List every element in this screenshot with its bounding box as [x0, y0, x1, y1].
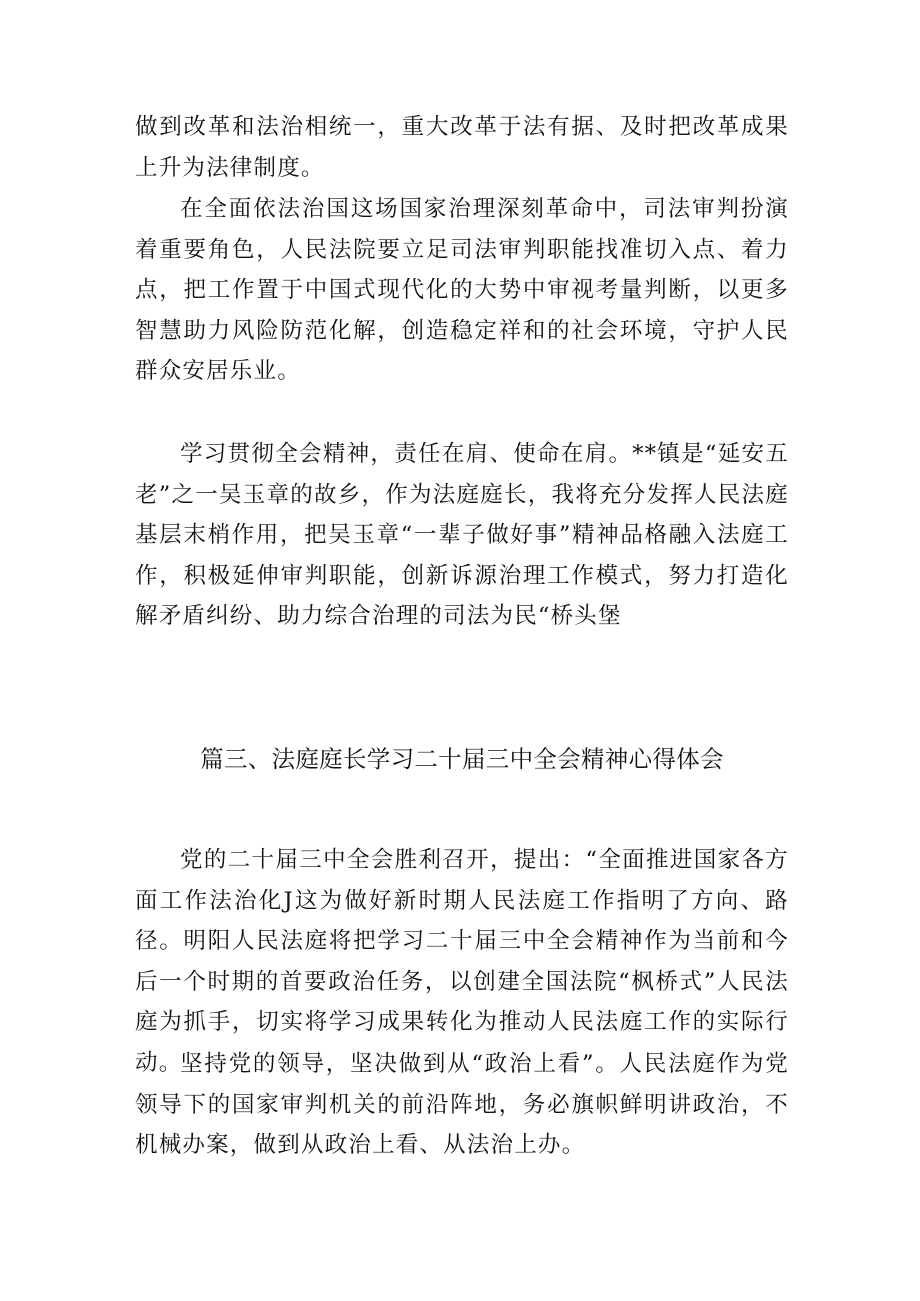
paragraph-party-leadership: 坚持党的领导，坚决做到从“政治上看”。人民法庭作为党领导下的国家审判机关的前沿阵地，务必旗帜鲜明讲政治，不机械办案，做到从政治上看、从法治上办。	[135, 1051, 789, 1158]
paragraph-plenary-session: 党的二十届三中全会胜利召开，提出：“全面推进国家各方面工作法治化J这为做好新时期人民法庭工作指明了方向、路径。明阳人民法庭将把学习二十届三中全会精神作为当前和今后一个时期的首要政治任务，以创建全国法院“枫桥式”人民法庭为抓手，切实将学习成果转化为推动人民法庭工作的实际行动。	[135, 847, 789, 1076]
paragraph-judicial-role: 在全面依法治国这场国家治理深刻革命中，司法审判扮演着重要角色，人民法院要立足司法审判职能找准切入点、着力点，把工作置于中国式现代化的大势中审视考量判断，以更多智慧助力风险防范化解，创造稳定祥和的社会环境，守护人民群众安居乐业。	[135, 196, 789, 384]
section-title: 篇三、法庭庭长学习二十届三中全会精神心得体会	[200, 745, 724, 773]
paragraph-responsibility: 学习贯彻全会精神，责任在肩、使命在肩。**镇是“延安五老”之一吴玉章的故乡，作为法庭庭长，我将充分发挥人民法庭基层末梢作用，把吴玉章“一辈子做好事”精神品格融入法庭工作，积极延伸审判职能，创新诉源治理工作模式，努力打造化解矛盾纠纷、助力综合治理的司法为民“桥头堡	[135, 441, 789, 629]
paragraph-reform-continuation: 做到改革和法治相统一，重大改革于法有据、及时把改革成果上升为法律制度。	[135, 114, 789, 181]
